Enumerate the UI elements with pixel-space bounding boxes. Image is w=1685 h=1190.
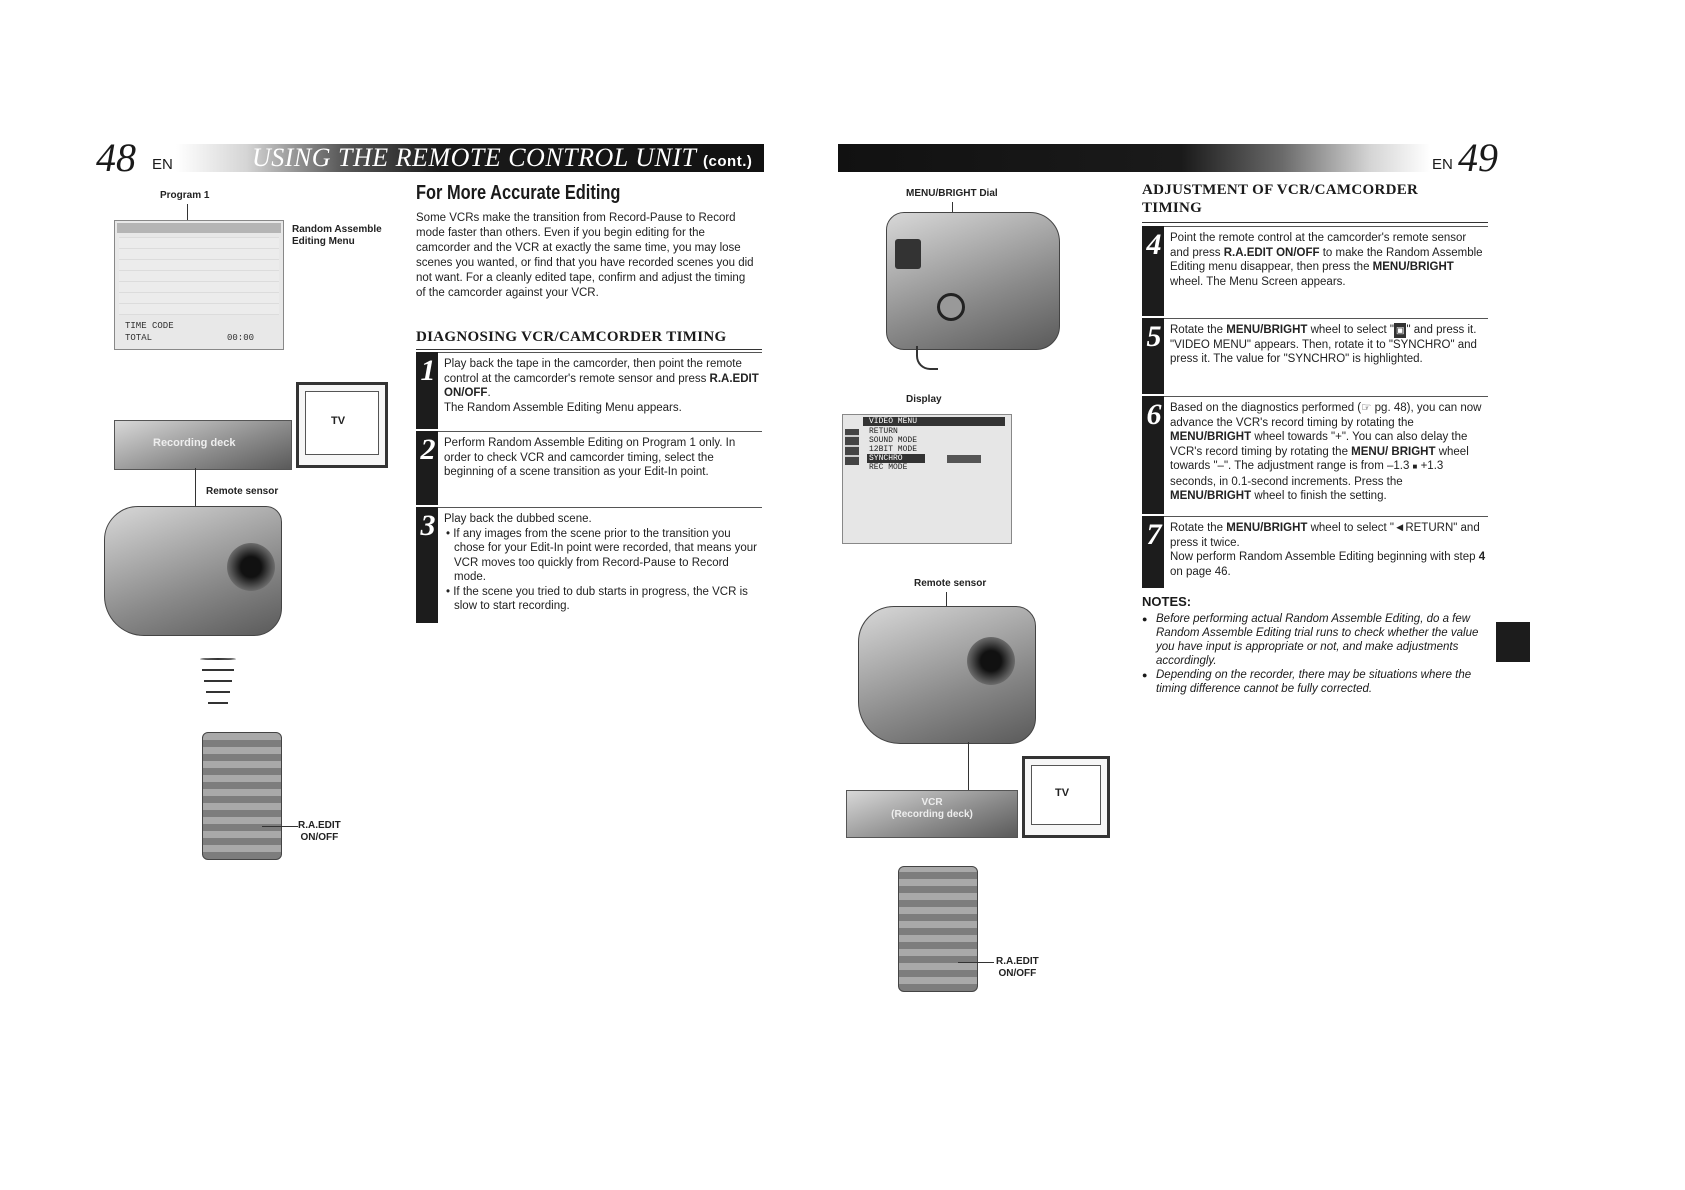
right-lens-icon (967, 637, 1015, 685)
header-cont: (cont.) (703, 153, 753, 170)
step-text-main: Play back the dubbed scene. (444, 513, 592, 525)
step-number: 2 (420, 433, 436, 466)
t: pg. 48), you can now advance the VCR's record timing by rotating the (1170, 402, 1482, 429)
t: wheel. The Menu Screen appears. (1170, 275, 1346, 288)
t: wheel towards "+". You can also delay the VCR's record timing by rotating the (1170, 431, 1468, 458)
t: Now perform Random Assemble Editing beginning with step (1170, 551, 1479, 563)
diagnosing-section-title: DIAGNOSING VCR/CAMCORDER TIMING (416, 329, 727, 345)
step-number: 5 (1146, 320, 1162, 353)
right-tv-label: TV (1055, 787, 1070, 799)
step-5 (1142, 318, 1488, 394)
recording-deck-illustration (114, 420, 292, 470)
t: wheel towards "–". The adjustment range is from –1.3 (1170, 445, 1469, 472)
t: on page 46. (1170, 565, 1231, 578)
vcr-label-line2: (Recording deck) (891, 809, 973, 820)
step-rule (438, 352, 762, 353)
menu-label-line2: Editing Menu (292, 236, 355, 247)
step-3 (416, 507, 762, 623)
t: wheel to select " (1307, 324, 1394, 336)
b: MENU/BRIGHT (1226, 522, 1308, 534)
right-page-number: 49 (1458, 135, 1498, 180)
menu-display-screen (842, 414, 1012, 544)
right-raedit-pointer-line (958, 962, 994, 963)
camcorder-strap (916, 346, 938, 370)
step-rule (1164, 396, 1488, 397)
screen-total: TOTAL (125, 333, 153, 343)
raedit-label-line2: ON/OFF (300, 832, 339, 843)
step-text-b: . (487, 387, 491, 399)
b: MENU/BRIGHT (1170, 431, 1252, 443)
ir-signal-icon (200, 658, 236, 716)
note-item: ● Depending on the recorder, there may be situations where the timing difference cannot be fully corrected. (1142, 668, 1488, 696)
b: R.A.EDIT ON/OFF (1223, 246, 1320, 259)
header-title-text: USING THE REMOTE CONTROL UNIT (252, 143, 697, 172)
step-bullet: • If the scene you tried to dub starts in progress, the VCR is slow to start recording. (446, 585, 748, 612)
right-camcorder-illustration (858, 606, 1036, 744)
right-page-lang: EN (1432, 156, 1453, 173)
video-menu-icon: ▣ (1394, 323, 1407, 338)
step-bold: R.A.EDIT ON/OFF (444, 372, 759, 399)
step-text-a: Play back the tape in the camcorder, then point the remote control at the camcorder's remote sensor and press (444, 358, 742, 385)
vcr-label-line1: VCR (921, 797, 943, 808)
t: " and press it. "VIDEO MENU" appears. Then, rotate it to "SYNCHRO" and press it. The value for "SYNCHRO" is highlighted. (1170, 324, 1477, 365)
chapter-tab (1496, 622, 1530, 662)
step-rule (1164, 226, 1488, 227)
step-number: 7 (1146, 518, 1162, 551)
menu-item: SOUND MODE (869, 436, 918, 445)
adjustment-section-title (1142, 181, 1418, 217)
step-text: Perform Random Assemble Editing on Program 1 only. In order to check VCR and camcorder timing, select the beginning of a scene transition as your Edit-In point. (444, 437, 736, 478)
section-title-rule (416, 349, 762, 350)
step-text (444, 357, 760, 415)
section-title-line2: TIMING (1142, 200, 1203, 216)
menu-label-line1: Random Assemble (292, 224, 382, 235)
intro-paragraph: Some VCRs make the transition from Record-Pause to Record mode faster than others. Even if you begin editing for the camcorder and the VCR at exactly the same time, you may lose scenes you wanted, or find that you have recorded scenes you did not want. For a cleanly edited tape, confirm and adjust the timing of the camcorder against your VCR. (416, 212, 754, 299)
editing-menu-screen (114, 220, 284, 350)
step-text (444, 512, 760, 614)
right-raedit-label (996, 956, 1039, 980)
right-remote-control-illustration (898, 866, 978, 992)
raedit-label-line1: R.A.EDIT (298, 820, 341, 831)
step-number: 4 (1146, 228, 1162, 261)
notes-list (1142, 612, 1488, 696)
b: 4 (1478, 551, 1486, 563)
menu-item: VIDEO MENU (863, 417, 1005, 426)
screen-total-value: 00:00 (227, 333, 255, 343)
remote-sensor-label: Remote sensor (206, 486, 279, 497)
t: +1.3 seconds, in 0.1-second increments. Press the (1170, 460, 1444, 488)
step-4 (1142, 226, 1488, 316)
screen-grid (119, 237, 279, 315)
raedit-pointer-line (262, 826, 298, 827)
program-label: Program 1 (160, 190, 210, 201)
menu-side-icons (845, 429, 859, 465)
right-raedit-line2: ON/OFF (998, 968, 1037, 979)
camcorder-top-illustration (886, 212, 1060, 350)
t: Rotate the (1170, 324, 1227, 336)
tv-illustration (296, 382, 388, 468)
sensor-pointer-line (195, 468, 196, 508)
screen-time-code: TIME CODE (125, 321, 174, 331)
step-7 (1142, 516, 1488, 588)
step-rule (1164, 318, 1488, 319)
tv-label: TV (331, 415, 346, 427)
left-page-lang: EN (152, 156, 173, 173)
b: MENU/ BRIGHT (1351, 445, 1436, 458)
t: wheel to finish the setting. (1251, 490, 1387, 502)
note-item: ● Before performing actual Random Assemble Editing, do a few Random Assemble Editing trial runs to check whether the value you have input is appropriate or not, and make adjustments accordingly. (1142, 612, 1488, 668)
menu-label (292, 224, 382, 248)
camcorder-to-vcr-line (968, 742, 969, 790)
step-rule (1164, 516, 1488, 517)
camcorder-illustration (104, 506, 282, 636)
step-number: 3 (420, 509, 436, 542)
dial-label: MENU/BRIGHT Dial (906, 188, 998, 199)
notes-heading: NOTES: (1142, 594, 1192, 609)
display-label: Display (906, 394, 942, 405)
range-icon: ■ (1412, 462, 1418, 471)
t: Based on the diagnostics performed ( (1170, 402, 1362, 414)
menu-item: REC MODE (869, 463, 908, 472)
step-rule (438, 507, 762, 508)
t: Rotate the (1170, 522, 1227, 534)
right-raedit-line1: R.A.EDIT (996, 956, 1039, 967)
program-pointer-line (187, 204, 188, 220)
step-6 (1142, 396, 1488, 514)
reference-icon: ☞ (1361, 402, 1372, 414)
vcr-label (847, 797, 1017, 821)
menu-item-highlighted: SYNCHRO (867, 454, 925, 463)
t: wheel to select "◄RETURN" and press it twice. (1170, 522, 1480, 549)
vcr-illustration (846, 790, 1018, 838)
step-text (1170, 323, 1486, 367)
b: MENU/BRIGHT (1372, 261, 1454, 273)
t: to make the Random Assemble Editing menu disappear, then press the (1170, 246, 1483, 273)
step-number: 1 (420, 354, 436, 387)
screen-top-bar (117, 223, 281, 233)
right-header-banner (838, 144, 1430, 172)
menu-dial-icon (937, 293, 965, 321)
step-rule (438, 431, 762, 432)
right-section-rule (1142, 222, 1488, 223)
recording-deck-label: Recording deck (153, 437, 236, 449)
b: MENU/BRIGHT (1226, 324, 1308, 336)
step-text (1170, 231, 1486, 289)
bullet-text: If any images from the scene prior to the transition you chose for your Edit-In point were recorded, that means your VCR moves too quickly from Record-Pause to Record mode. (453, 527, 757, 583)
t: Point the remote control at the camcorder's remote sensor and press (1170, 232, 1467, 259)
step-text (1170, 401, 1486, 504)
menu-item: RETURN (869, 427, 898, 436)
left-heading: For More Accurate Editing (416, 182, 621, 204)
left-header-title (252, 144, 752, 176)
remote-control-illustration (202, 732, 282, 860)
step-text (1170, 521, 1486, 579)
bullet-text: If the scene you tried to dub starts in progress, the VCR is slow to start recording. (453, 585, 748, 612)
viewfinder-icon (895, 239, 921, 269)
section-title-line1: ADJUSTMENT OF VCR/CAMCORDER (1142, 182, 1419, 198)
step-bullet: • If any images from the scene prior to the transition you chose for your Edit-In point were recorded, that means your VCR moves too quickly from Record-Pause to Record mode. (446, 527, 757, 583)
raedit-label (298, 820, 341, 844)
b: MENU/BRIGHT (1170, 490, 1252, 502)
step-number: 6 (1146, 398, 1162, 431)
step-1 (416, 352, 762, 429)
menu-item: 12BIT MODE (869, 445, 918, 454)
lens-icon (227, 543, 275, 591)
right-tv-illustration (1022, 756, 1110, 838)
step-2 (416, 431, 762, 505)
synchro-value-box (947, 455, 981, 463)
step-text-c: The Random Assemble Editing Menu appears. (444, 401, 682, 414)
left-page-number: 48 (96, 135, 136, 180)
right-remote-sensor-label: Remote sensor (914, 578, 987, 589)
